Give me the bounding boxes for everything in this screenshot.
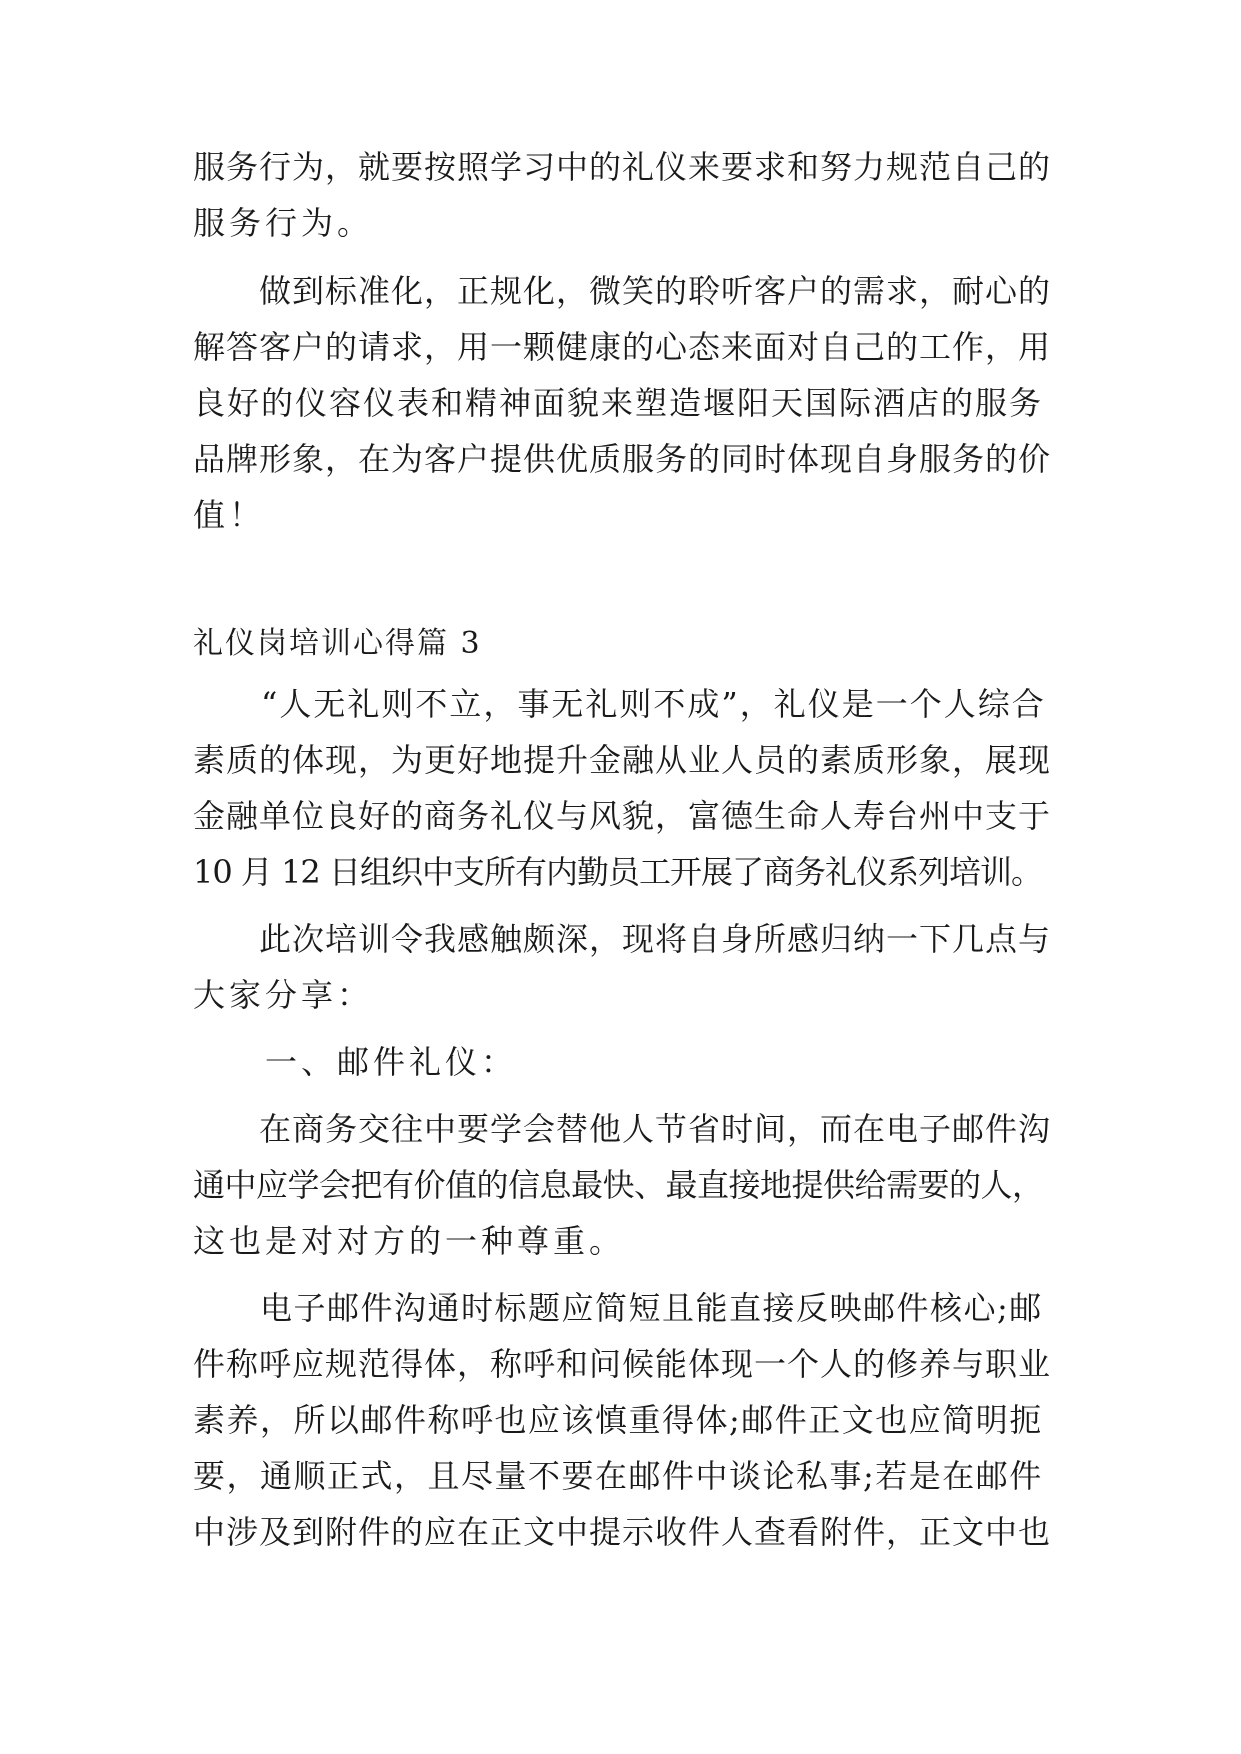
paragraph-line: 做到标准化，正规化，微笑的聆听客户的需求，耐心的 bbox=[193, 272, 1052, 310]
paragraph-line: 件称呼应规范得体，称呼和问候能体现一个人的修养与职业 bbox=[193, 1345, 1052, 1383]
paragraph-line: 在商务交往中要学会替他人节省时间，而在电子邮件沟 bbox=[193, 1110, 1052, 1148]
paragraph-line: 10 月 12 日组织中支所有内勤员工开展了商务礼仪系列培训。 bbox=[193, 853, 1042, 891]
paragraph-line: 金融单位良好的商务礼仪与风貌，富德生命人寿台州中支于 bbox=[193, 797, 1052, 835]
paragraph-line: 要，通顺正式，且尽量不要在邮件中谈论私事;若是在邮件 bbox=[193, 1457, 1043, 1495]
paragraph-line: 值！ bbox=[193, 496, 266, 534]
paragraph-line: 此次培训令我感触颇深，现将自身所感归纳一下几点与 bbox=[193, 920, 1052, 958]
paragraph-line: “人无礼则不立，事无礼则不成”，礼仪是一个人综合 bbox=[193, 685, 1046, 723]
paragraph-line: 良好的仪容仪表和精神面貌来塑造堰阳天国际酒店的服务 bbox=[193, 384, 1044, 422]
list-heading: 一、邮件礼仪： bbox=[193, 1043, 518, 1081]
paragraph-line: 品牌形象，在为客户提供优质服务的同时体现自身服务的价 bbox=[193, 440, 1052, 478]
paragraph-line: 中涉及到附件的应在正文中提示收件人查看附件，正文中也 bbox=[193, 1513, 1052, 1551]
paragraph-line: 服务行为，就要按照学习中的礼仪来要求和努力规范自己的 bbox=[193, 148, 1052, 186]
paragraph-line: 服务行为。 bbox=[193, 204, 374, 242]
section-heading: 礼仪岗培训心得篇 3 bbox=[193, 626, 482, 661]
paragraph-line: 素质的体现，为更好地提升金融从业人员的素质形象，展现 bbox=[193, 741, 1052, 779]
paragraph-line: 素养，所以邮件称呼也应该慎重得体;邮件正文也应简明扼 bbox=[193, 1401, 1043, 1439]
paragraph-line: 大家分享： bbox=[193, 976, 374, 1014]
paragraph-line: 通中应学会把有价值的信息最快、最直接地提供给需要的人， bbox=[193, 1166, 1044, 1204]
paragraph-line: 解答客户的请求，用一颗健康的心态来面对自己的工作，用 bbox=[193, 328, 1052, 366]
paragraph-line: 这也是对对方的一种尊重。 bbox=[193, 1222, 626, 1260]
paragraph-line: 电子邮件沟通时标题应简短且能直接反映邮件核心;邮 bbox=[193, 1289, 1043, 1327]
